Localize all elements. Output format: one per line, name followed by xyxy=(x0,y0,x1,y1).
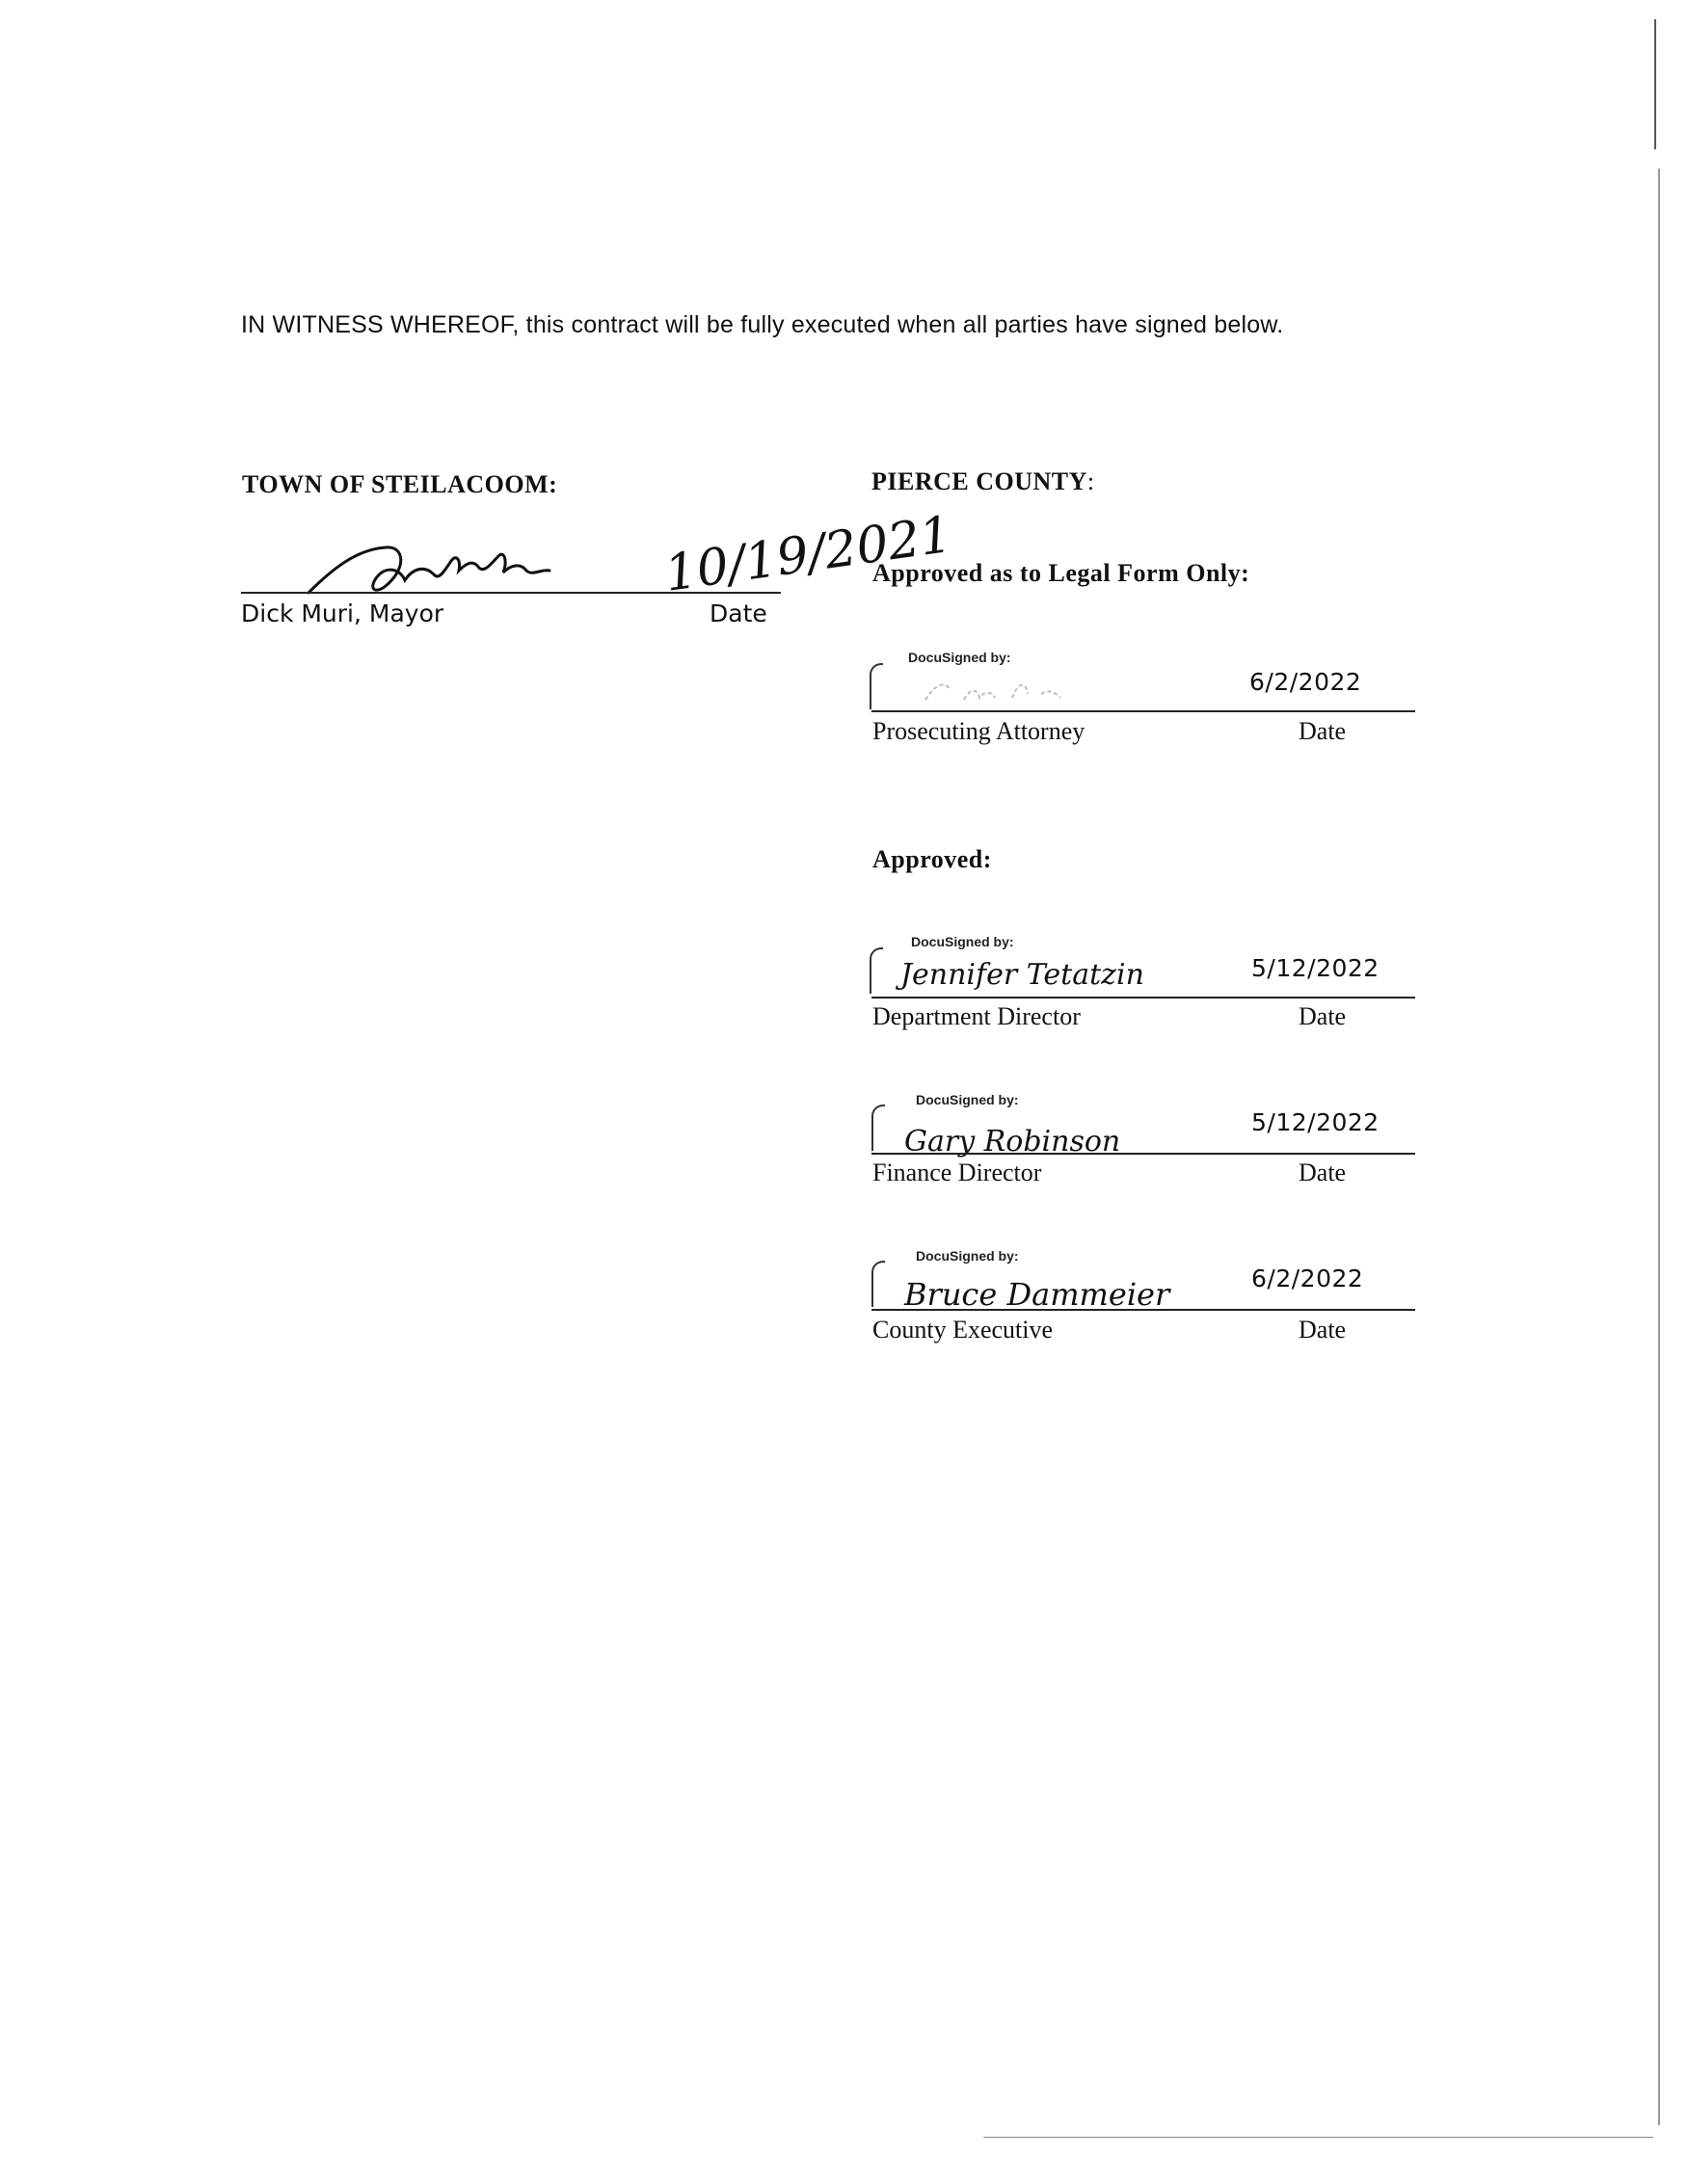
town-heading: TOWN OF STEILACOOM: xyxy=(242,470,558,498)
county-executive-signature-text: Bruce Dammeier xyxy=(904,1276,1170,1313)
finance-director-date-caption: Date xyxy=(1299,1159,1347,1186)
county-executive-date: 6/2/2022 xyxy=(1251,1265,1364,1292)
mayor-date-caption: Date xyxy=(710,599,767,627)
prosecuting-attorney-date-caption: Date xyxy=(1299,717,1347,745)
department-director-date: 5/12/2022 xyxy=(1251,954,1380,982)
docusign-bracket xyxy=(870,663,883,709)
finance-director-signature-image xyxy=(897,1110,1147,1159)
county-executive-signature-image xyxy=(897,1265,1170,1313)
county-heading-text: PIERCE COUNTY xyxy=(871,467,1087,495)
finance-director-role: Finance Director xyxy=(872,1159,1042,1186)
docusign-label: DocuSigned by: xyxy=(911,934,1014,949)
docusign-bracket xyxy=(871,1261,885,1307)
legal-form-heading: Approved as to Legal Form Only: xyxy=(872,559,1250,587)
county-executive-line xyxy=(871,1309,1415,1311)
prosecuting-attorney-signature-image xyxy=(906,665,1080,713)
approved-heading: Approved: xyxy=(872,845,992,873)
docusign-label: DocuSigned by: xyxy=(916,1248,1019,1264)
scan-edge-bottom xyxy=(983,2137,1653,2138)
county-heading-colon: : xyxy=(1086,467,1095,495)
finance-director-line xyxy=(871,1153,1415,1155)
scan-edge-right-lower xyxy=(1658,169,1660,2125)
department-director-signature-text: Jennifer Tetatzin xyxy=(900,958,1144,992)
county-executive-date-caption: Date xyxy=(1299,1316,1347,1344)
county-heading xyxy=(871,467,1095,496)
scan-edge-right-upper xyxy=(1654,19,1656,149)
prosecuting-attorney-role: Prosecuting Attorney xyxy=(872,717,1085,745)
finance-director-date: 5/12/2022 xyxy=(1251,1108,1380,1136)
department-director-signature-image xyxy=(897,949,1166,998)
mayor-caption: Dick Muri, Mayor xyxy=(241,599,444,627)
mayor-handwritten-date: 10/19/2021 xyxy=(660,505,956,603)
prosecuting-attorney-date: 6/2/2022 xyxy=(1249,668,1362,696)
department-director-line xyxy=(871,997,1415,999)
finance-director-signature-text: Gary Robinson xyxy=(904,1125,1121,1159)
department-director-date-caption: Date xyxy=(1299,1002,1347,1030)
docusign-label: DocuSigned by: xyxy=(908,650,1011,665)
docusign-bracket xyxy=(871,1105,885,1151)
witness-statement: IN WITNESS WHEREOF, this contract will be fully executed when all parties have signed below. xyxy=(241,311,1284,338)
department-director-role: Department Director xyxy=(872,1002,1081,1030)
mayor-signature-line xyxy=(241,592,781,594)
docusign-bracket xyxy=(870,947,883,994)
docusign-label: DocuSigned by: xyxy=(916,1092,1019,1107)
prosecuting-attorney-line xyxy=(871,710,1415,712)
county-executive-role: County Executive xyxy=(872,1316,1054,1344)
